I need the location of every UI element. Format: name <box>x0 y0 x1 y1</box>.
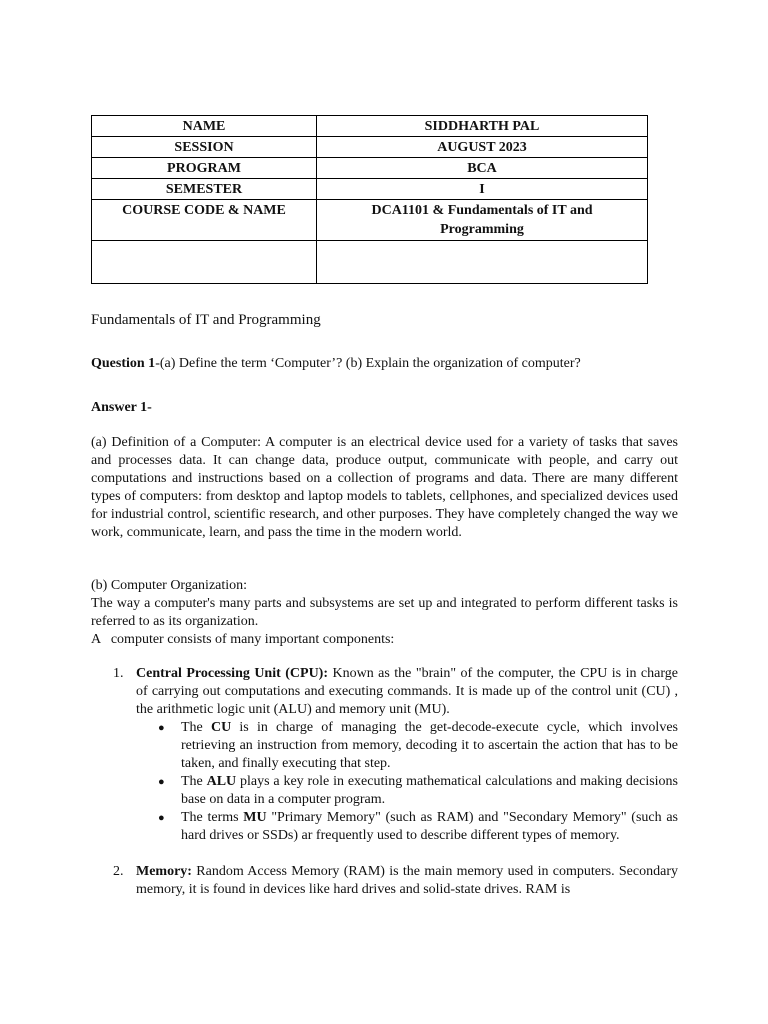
list-number: 2. <box>113 864 124 879</box>
table-row <box>92 158 648 179</box>
bullet-term: MU <box>243 810 267 825</box>
question-label: Question 1 <box>91 356 156 371</box>
component-text: Random Access Memory (RAM) is the main memory used in computers. Secondary memory, it is found in devices like hard drives and solid-state drives. RAM is <box>136 864 678 897</box>
answer-part-b <box>91 577 678 649</box>
empty-table-row <box>92 241 648 284</box>
part-b-paragraph: The way a computer's many parts and subsystems are set up and integrated to perform different tasks is referred to as its organization. <box>91 596 678 629</box>
component-text: Known as the "brain" of the computer, the CPU is in charge of carrying out computations and executing commands. It is made up of the control unit (CU) , the arithmetic logic unit (ALU) and memory unit (MU). <box>136 666 678 717</box>
cpu-sublist <box>136 719 678 845</box>
bullet-text: The <box>181 720 211 735</box>
question-text: -(a) Define the term ‘Computer’? (b) Explain the organization of computer? <box>155 356 581 371</box>
course-name-line2: Programming <box>440 222 524 237</box>
empty-cell <box>317 241 648 284</box>
part-b-intro: A computer consists of many important components: <box>91 632 395 647</box>
bullet-text: "Primary Memory" (such as RAM) and "Secondary Memory" (such as hard drives or SSDs) ar frequently used to describe different types of memory. <box>181 810 678 843</box>
row-value: SIDDHARTH PAL <box>317 116 648 137</box>
row-label: SESSION <box>92 137 317 158</box>
list-item <box>91 665 678 845</box>
row-value: I <box>317 179 648 200</box>
row-value <box>317 200 648 241</box>
bullet-icon: ● <box>158 812 165 824</box>
table-row <box>92 200 648 241</box>
row-label: NAME <box>92 116 317 137</box>
table-row <box>92 116 648 137</box>
bullet-icon: ● <box>158 722 165 734</box>
row-value: BCA <box>317 158 648 179</box>
bullet-text: The terms <box>181 810 244 825</box>
component-title: Memory: <box>136 864 192 879</box>
component-title: Central Processing Unit (CPU): <box>136 666 328 681</box>
bullet-text: plays a key role in executing mathematical calculations and making decisions base on data in a computer program. <box>181 774 679 807</box>
row-label: PROGRAM <box>92 158 317 179</box>
student-info-table <box>91 115 648 284</box>
list-item <box>136 719 678 773</box>
empty-cell <box>92 241 317 284</box>
list-number: 1. <box>113 666 124 681</box>
row-value: AUGUST 2023 <box>317 137 648 158</box>
table-row <box>92 137 648 158</box>
list-item <box>91 863 678 899</box>
list-item <box>136 773 678 809</box>
answer-label: Answer 1- <box>91 400 152 415</box>
question-1 <box>91 355 678 373</box>
table-row <box>92 179 648 200</box>
answer-part-a: (a) Definition of a Computer: A computer is an electrical device used for a variety of tasks that saves and processes data. It can change data, produce output, communicate with people, and carry out computations and instructions based on a collection of programs and data. There are many different types of computers: from desktop and laptop models to tablets, cellphones, and specialized devices used for industrial control, scientific research, and other purposes. They have completely changed the way we work, communicate, learn, and pass the time in the modern world. <box>91 435 678 540</box>
components-list <box>91 665 678 899</box>
part-b-heading: (b) Computer Organization: <box>91 578 248 593</box>
bullet-text: is in charge of managing the get-decode-execute cycle, which involves retrieving an instruction from memory, decoding it to ascertain the action that has to be taken, and finally executing that step. <box>181 720 678 771</box>
row-label: SEMESTER <box>92 179 317 200</box>
bullet-term: ALU <box>206 774 237 789</box>
bullet-icon: ● <box>158 776 165 788</box>
row-label: COURSE CODE & NAME <box>92 200 317 241</box>
course-name-line1: DCA1101 & Fundamentals of IT and <box>371 203 593 218</box>
list-item <box>136 809 678 845</box>
bullet-text: The <box>181 774 207 789</box>
bullet-term: CU <box>210 720 232 735</box>
document-title: Fundamentals of IT and Programming <box>91 312 321 328</box>
